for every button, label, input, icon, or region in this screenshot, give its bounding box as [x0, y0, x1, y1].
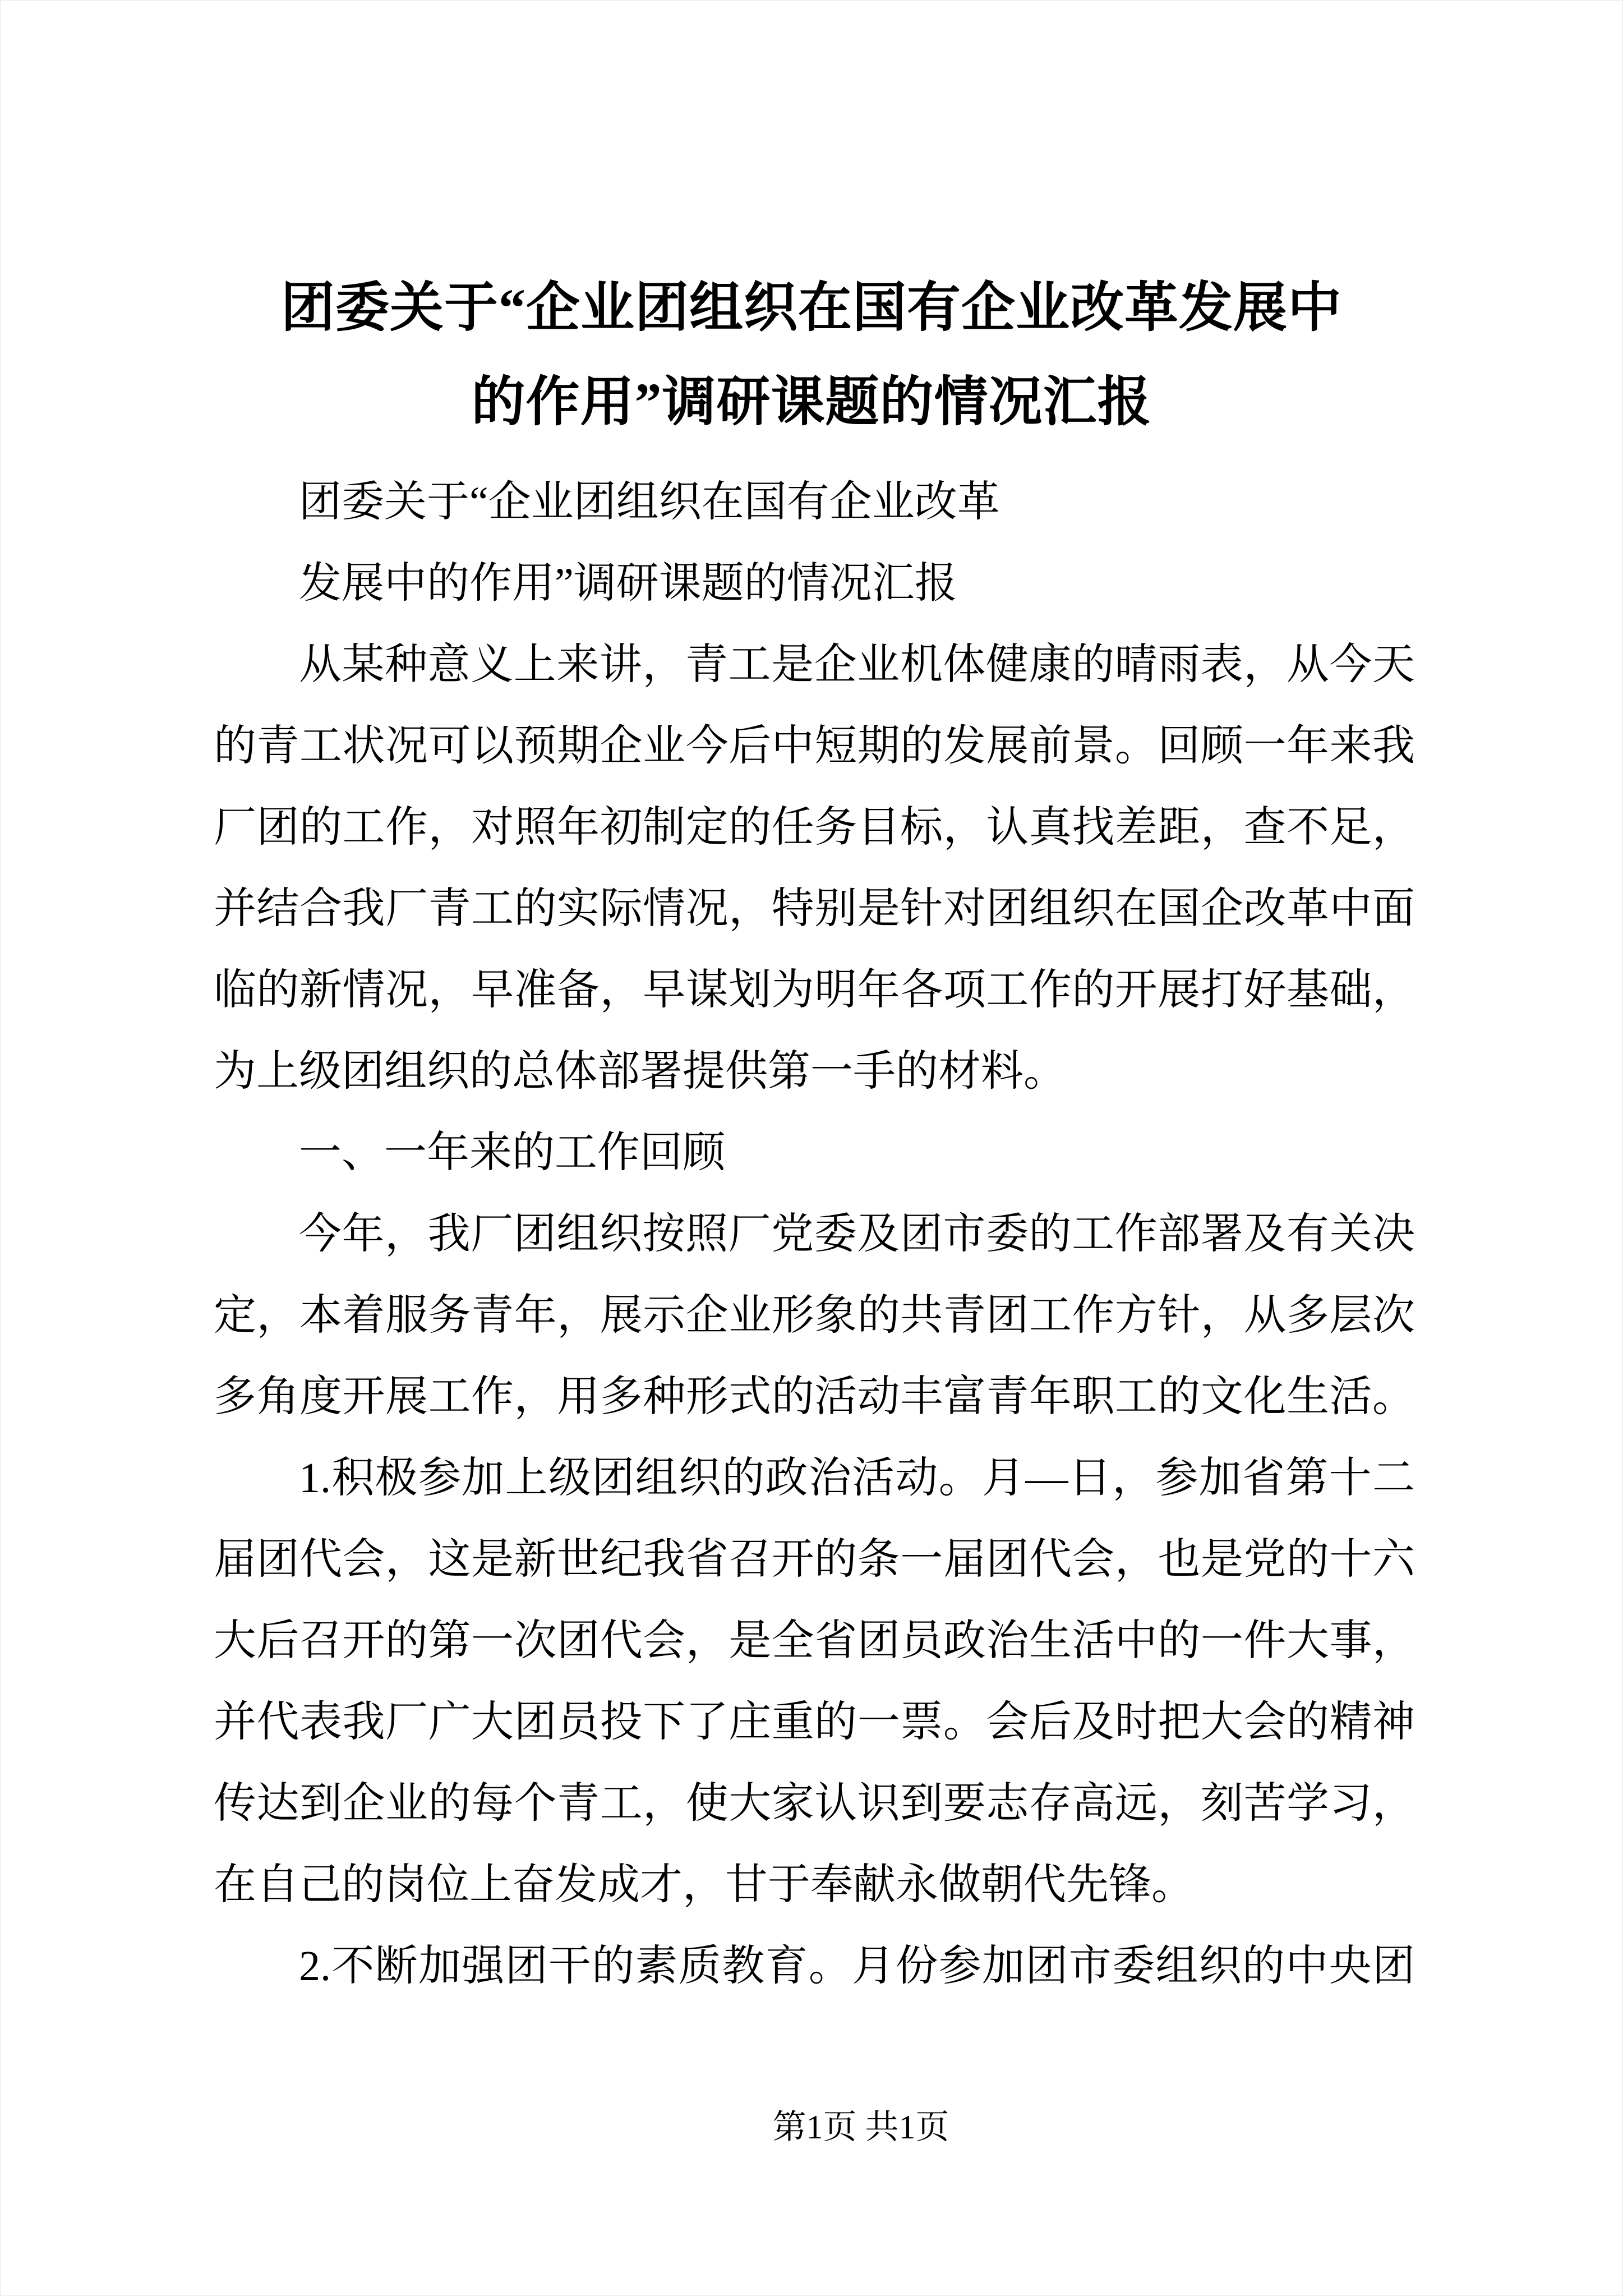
- document-title-line: 团委关于“企业团组织在国有企业改革发展中: [281, 278, 1342, 338]
- text-line: 临的新情况，早准备，早谋划为明年各项工作的开展打好基础，: [214, 967, 1415, 1014]
- text-line: 1.积极参加上级团组织的政治活动。月—日，参加省第十二: [299, 1455, 1415, 1502]
- text-line: 多角度开展工作，用多种形式的活动丰富青年职工的文化生活。: [214, 1373, 1415, 1420]
- text-line: 在自己的岗位上奋发成才，甘于奉献永做朝代先锋。: [214, 1861, 1194, 1908]
- document-title: [211, 261, 1412, 449]
- text-line: 一、一年来的工作回顾: [299, 1129, 725, 1176]
- text-line: 为上级团组织的总体部署提供第一手的材料。: [214, 1048, 1066, 1095]
- text-line: 并代表我厂广大团员投下了庄重的一票。会后及时把大会的精神: [214, 1699, 1415, 1746]
- document-title-line: 的作用”调研课题的情况汇报: [471, 372, 1152, 432]
- text-line: 2.不断加强团干的素质教育。月份参加团市委组织的中央团: [299, 1943, 1415, 1990]
- text-line: 届团代会，这是新世纪我省召开的条一届团代会，也是党的十六: [214, 1536, 1415, 1583]
- page-number-label: 第1页 共1页: [772, 2109, 949, 2146]
- text-line: 并结合我厂青工的实际情况，特别是针对团组织在国企改革中面: [214, 885, 1415, 932]
- text-line: 今年，我厂团组织按照厂党委及团市委的工作部署及有关决: [299, 1211, 1415, 1258]
- text-line: 发展中的作用”调研课题的情况汇报: [299, 560, 957, 607]
- text-line: 的青工状况可以预期企业今后中短期的发展前景。回顾一年来我: [214, 723, 1415, 770]
- text-line: 传达到企业的每个青工，使大家认识到要志存高远，刻苦学习，: [214, 1780, 1415, 1827]
- text-line: 定，本着服务青年，展示企业形象的共青团工作方针，从多层次: [214, 1292, 1415, 1339]
- text-line: 大后召开的第一次团代会，是全省团员政治生活中的一件大事，: [214, 1617, 1415, 1664]
- document-body: [214, 462, 1415, 2007]
- text-line: 从某种意义上来讲，青工是企业机体健康的晴雨表，从今天: [299, 641, 1415, 688]
- text-line: 厂团的工作，对照年初制定的任务目标，认真找差距，查不足，: [214, 804, 1415, 851]
- text-line: 团委关于“企业团组织在国有企业改革: [299, 478, 1000, 526]
- page-footer: [99, 2108, 1622, 2147]
